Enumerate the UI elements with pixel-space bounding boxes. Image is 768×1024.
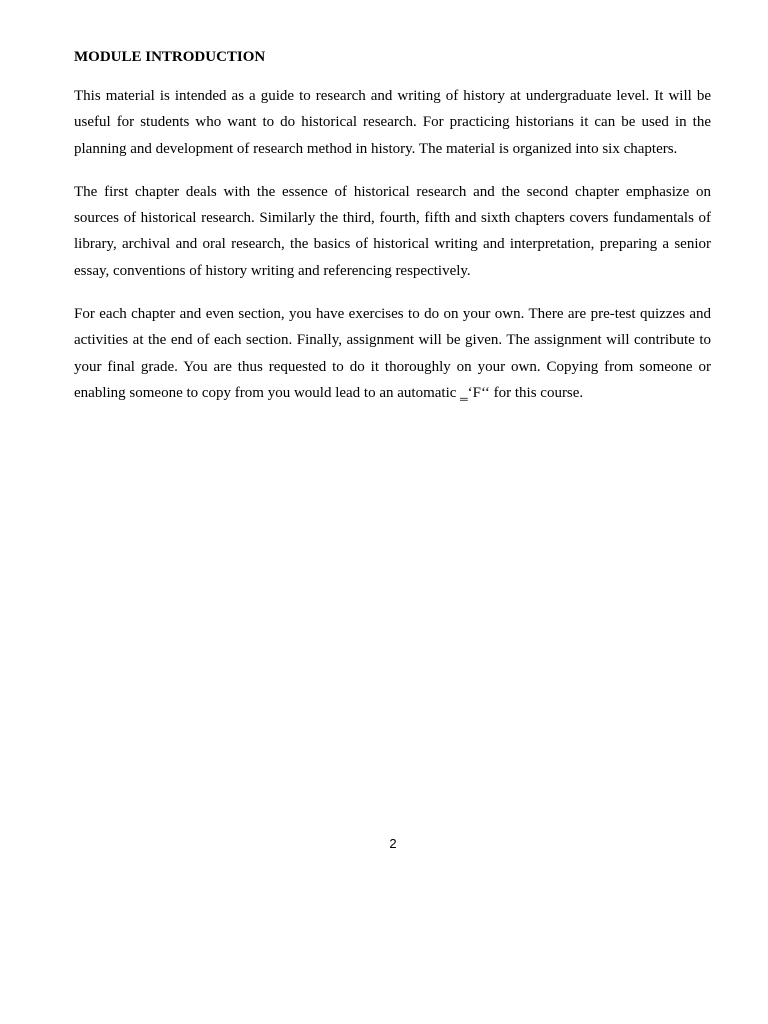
intro-paragraph-3: For each chapter and even section, you have exercises to do on your own. There are pre-test quizzes and activities at the end of each section. Finally, assignment will be given. The assignment will contribute to your final grade. You are thus requested to do it thoroughly on your own. Copying from someone or enabling someone to copy from you would lead to an automatic ‗‘F‘‘ for this course. <box>74 306 711 401</box>
section-heading: MODULE INTRODUCTION <box>74 49 266 65</box>
intro-paragraph-1: This material is intended as a guide to research and writing of history at undergraduate level. It will be useful for students who want to do historical research. For practicing historians it can be used in the planning and development of research method in history. The material is organized into six chapters. <box>74 88 711 157</box>
intro-paragraph-2: The first chapter deals with the essence of historical research and the second chapter emphasize on sources of historical research. Similarly the third, fourth, fifth and sixth chapters covers fundamentals of library, archival and oral research, the basics of historical writing and interpretation, preparing a senior essay, conventions of history writing and referencing respectively. <box>74 183 711 279</box>
page-number: 2 <box>389 836 397 851</box>
page-content <box>74 46 711 423</box>
